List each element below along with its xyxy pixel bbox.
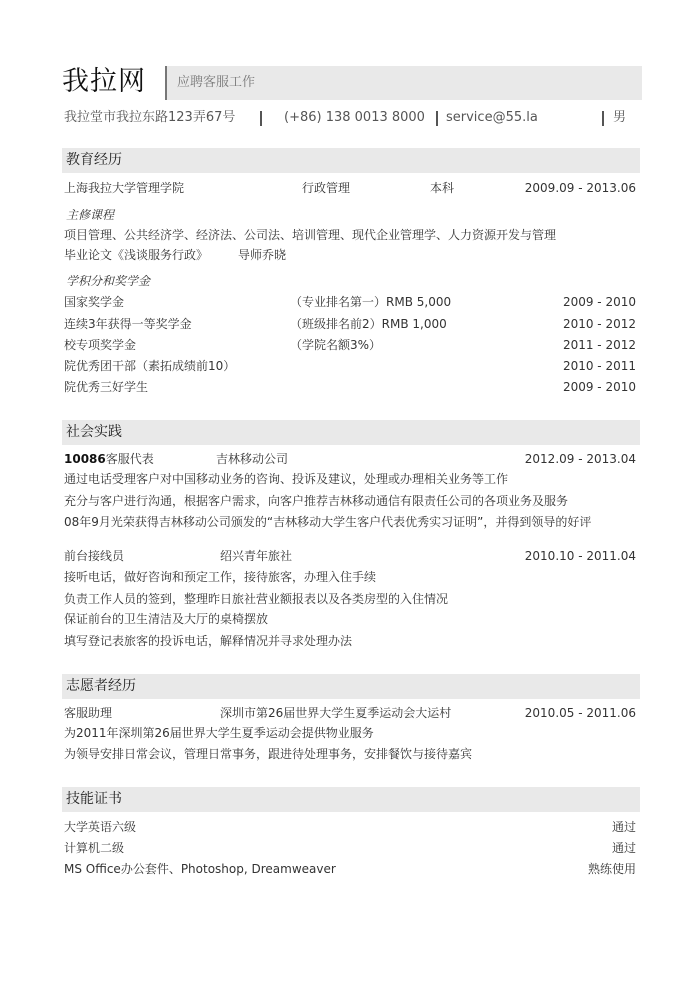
award-row <box>62 292 640 312</box>
phone: (+86) 138 0013 8000 <box>284 110 425 125</box>
separator <box>602 111 604 126</box>
section-title: 志愿者经历 <box>66 678 136 694</box>
section-practice-header <box>62 420 640 445</box>
job-duty: 保证前台的卫生清洁及大厅的桌椅摆放 <box>64 612 269 626</box>
skill-level: 通过 <box>611 841 636 855</box>
thesis: 毕业论文《浅谈服务行政》 <box>64 248 209 262</box>
volunteer-duty: 为2011年深圳第26届世界大学生夏季运动会提供物业服务 <box>64 726 374 740</box>
role-banner <box>165 66 642 100</box>
job-entry <box>62 449 640 469</box>
award-name: 连续3年获得一等奖学金 <box>64 317 192 331</box>
award-name: 院优秀团干部（素拓成绩前10） <box>64 359 236 373</box>
skill-row <box>62 838 640 858</box>
volunteer-entry <box>62 703 640 723</box>
degree: 本科 <box>430 181 455 195</box>
section-title: 技能证书 <box>66 791 122 807</box>
candidate-name: 我拉网 <box>62 66 146 97</box>
award-name: 国家奖学金 <box>64 295 125 309</box>
award-period: 2011 - 2012 <box>562 338 636 352</box>
job-period: 2010.10 - 2011.04 <box>524 549 636 563</box>
award-row <box>62 377 640 397</box>
skill-name: 大学英语六级 <box>64 820 137 834</box>
resume-page <box>62 0 640 990</box>
volunteer-org: 深圳市第26届世界大学生夏季运动会大运村 <box>220 706 452 720</box>
job-role: 前台接线员 <box>64 549 125 563</box>
award-row <box>62 335 640 355</box>
school: 上海我拉大学管理学院 <box>64 181 185 195</box>
award-detail: （学院名额3%） <box>290 338 382 352</box>
award-name: 校专项奖学金 <box>64 338 137 352</box>
award-name: 院优秀三好学生 <box>64 380 149 394</box>
award-detail: （班级排名前2）RMB 1,000 <box>290 317 447 331</box>
advisor: 导师乔晓 <box>238 248 287 262</box>
volunteer-duty: 为领导安排日常会议，管理日常事务，跟进待处理事务，安排餐饮与接待嘉宾 <box>64 747 473 761</box>
award-row <box>62 314 640 334</box>
job-company: 吉林移动公司 <box>216 452 289 466</box>
job-role-number: 10086 <box>64 452 106 466</box>
volunteer-role: 客服助理 <box>64 706 113 720</box>
skill-name: 计算机二级 <box>64 841 125 855</box>
courses: 项目管理、公共经济学、经济法、公司法、培训管理、现代企业管理学、人力资源开发与管理 <box>64 228 557 242</box>
thesis-row <box>62 245 640 265</box>
volunteer-period: 2010.05 - 2011.06 <box>524 706 636 720</box>
separator <box>436 111 438 126</box>
award-period: 2009 - 2010 <box>562 380 636 394</box>
skill-row <box>62 817 640 837</box>
skill-level: 通过 <box>611 820 636 834</box>
section-volunteer-header <box>62 674 640 699</box>
courses-label: 主修课程 <box>66 208 115 222</box>
section-skills-header <box>62 787 640 812</box>
target-role: 应聘客服工作 <box>177 75 256 90</box>
email: service@55.la <box>446 110 538 125</box>
separator <box>260 111 262 126</box>
job-duty: 通过电话受理客户对中国移动业务的咨询、投诉及建议，处理或办理相关业务等工作 <box>64 472 509 486</box>
job-duty: 08年9月光荣获得吉林移动公司颁发的“吉林移动大学生客户代表优秀实习证明”，并得到领导的好评 <box>64 515 592 529</box>
section-title: 社会实践 <box>66 424 122 440</box>
job-period: 2012.09 - 2013.04 <box>524 452 636 466</box>
award-row <box>62 356 640 376</box>
job-role <box>64 449 154 469</box>
award-period: 2009 - 2010 <box>562 295 636 309</box>
skill-level: 熟练使用 <box>587 862 636 876</box>
job-entry <box>62 546 640 566</box>
address: 我拉堂市我拉东路123弄67号 <box>64 110 236 125</box>
job-duty: 负责工作人员的签到，整理昨日旅社营业额报表以及各类房型的入住情况 <box>64 592 449 606</box>
job-duty: 填写登记表旅客的投诉电话，解释情况并寻求处理办法 <box>64 634 353 648</box>
education-period: 2009.09 - 2013.06 <box>524 181 636 195</box>
skill-name: MS Office办公套件、Photoshop, Dreamweaver <box>64 862 336 876</box>
award-detail: （专业排名第一）RMB 5,000 <box>290 295 452 309</box>
job-duty: 充分与客户进行沟通，根据客户需求，向客户推荐吉林移动通信有限责任公司的各项业务及服务 <box>64 494 569 508</box>
major: 行政管理 <box>302 181 351 195</box>
job-role-title: 客服代表 <box>105 452 154 466</box>
education-entry <box>62 178 640 198</box>
awards-label: 学积分和奖学金 <box>66 274 151 288</box>
section-education-header <box>62 148 640 173</box>
award-period: 2010 - 2011 <box>562 359 636 373</box>
gender: 男 <box>613 110 627 125</box>
job-company: 绍兴青年旅社 <box>220 549 293 563</box>
section-title: 教育经历 <box>66 152 122 168</box>
resume-header <box>62 64 640 100</box>
skill-row <box>62 859 640 879</box>
award-period: 2010 - 2012 <box>562 317 636 331</box>
job-duty: 接听电话，做好咨询和预定工作，接待旅客，办理入住手续 <box>64 570 377 584</box>
contact-line <box>62 108 640 128</box>
